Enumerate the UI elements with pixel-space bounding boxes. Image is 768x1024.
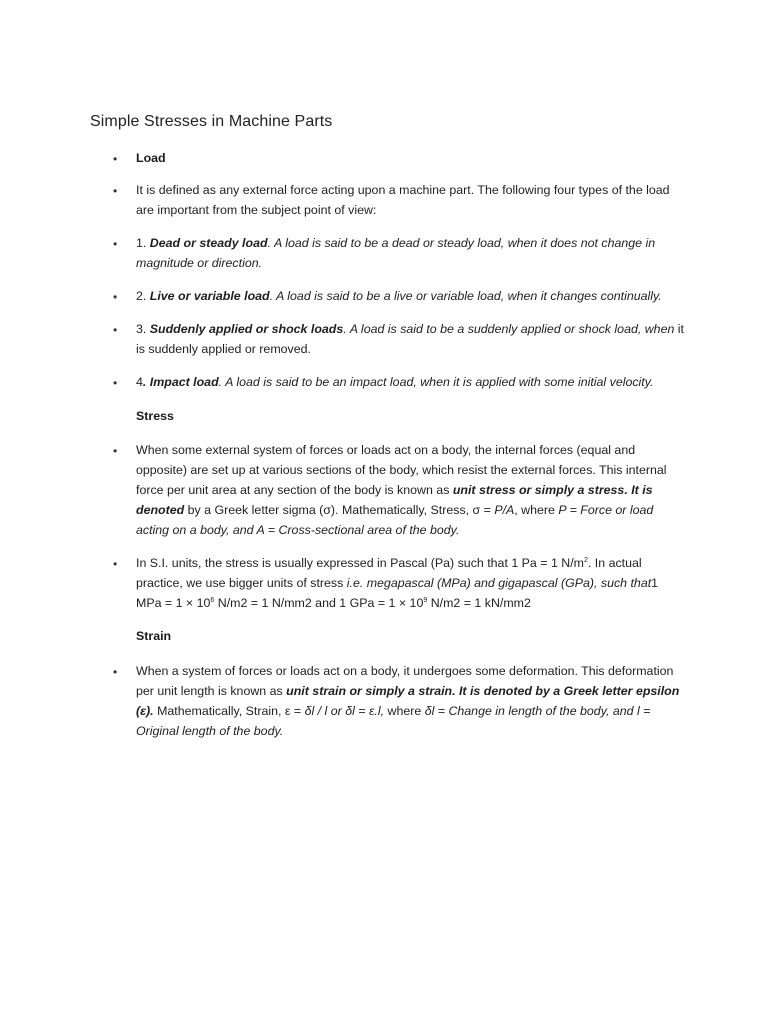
text-run: where bbox=[384, 704, 425, 718]
text-run: N/m2 = 1 kN/mm2 bbox=[427, 596, 531, 610]
text-run: unit strain or simply a strain. It is denoted by a Greek letter epsilon (ε). bbox=[136, 684, 680, 718]
stress-paragraph-2 bbox=[136, 553, 684, 613]
superscript: 2 bbox=[584, 556, 588, 564]
load-type-num: 1. bbox=[136, 236, 150, 250]
section-heading-strain: Strain bbox=[136, 629, 172, 643]
text-run: When a system of forces or loads act on a body, it undergoes some deformation. This deformation per unit length is known as bbox=[136, 664, 674, 698]
stress-paragraph-1 bbox=[136, 440, 684, 540]
text-run: 1 MPa = 1 × 10 bbox=[136, 576, 659, 610]
load-type-num: 4 bbox=[136, 375, 143, 389]
load-type-2 bbox=[136, 286, 684, 306]
load-type-num: 3. bbox=[136, 322, 150, 336]
text-run: In S.I. units, the stress is usually expressed in Pascal (Pa) such that 1 Pa = 1 N/m bbox=[136, 556, 584, 570]
text-run: N/m2 = 1 N/mm2 and 1 GPa = 1 × 10 bbox=[214, 596, 424, 610]
text-run: , where bbox=[514, 503, 559, 517]
bullet: • bbox=[113, 152, 118, 166]
load-type-name: Dead or steady load bbox=[149, 236, 268, 250]
bullet: • bbox=[113, 237, 118, 251]
load-type-desc: . A load is said to be a live or variable load, when it changes continually. bbox=[269, 289, 662, 303]
load-type-4 bbox=[136, 372, 684, 392]
load-type-desc-plain: it is suddenly applied or removed. bbox=[136, 322, 684, 356]
bullet: • bbox=[113, 184, 118, 198]
load-type-3 bbox=[136, 319, 684, 359]
text-run: i.e. megapascal (MPa) and gigapascal (GPa), such that bbox=[346, 576, 652, 590]
text-run: . In actual practice, we use bigger units of stress bbox=[136, 556, 642, 590]
load-type-num: 2. bbox=[136, 289, 150, 303]
load-type-desc: . A load is said to be an impact load, when it is applied with some initial velocity. bbox=[218, 375, 654, 389]
text-run: P = Force or load acting on a body, and A = Cross-sectional area of the body. bbox=[136, 503, 654, 537]
text-run: P/A bbox=[494, 503, 515, 517]
bullet: • bbox=[113, 665, 118, 679]
bullet: • bbox=[113, 323, 118, 337]
section-heading-stress: Stress bbox=[136, 409, 174, 423]
bullet: • bbox=[113, 290, 118, 304]
bullet: • bbox=[113, 557, 118, 571]
text-run: unit stress or simply a stress. It is denoted bbox=[136, 483, 653, 517]
superscript: 6 bbox=[210, 596, 215, 604]
bullet: • bbox=[113, 376, 118, 390]
load-type-name: . Impact load bbox=[142, 375, 219, 389]
load-type-1 bbox=[136, 233, 684, 273]
text-run: by a Greek letter sigma (σ). Mathematically, Stress, σ = bbox=[184, 503, 495, 517]
page-title: Simple Stresses in Machine Parts bbox=[90, 113, 333, 130]
superscript: 9 bbox=[423, 596, 428, 604]
text-run: δl = Change in length of the body, and l = Original length of the body. bbox=[136, 704, 651, 738]
text-run: δl / l or δl = ε.l, bbox=[304, 704, 385, 718]
load-type-desc: . A load is said to be a suddenly applied or shock load, when bbox=[343, 322, 675, 336]
section-heading-load: Load bbox=[136, 151, 166, 165]
text-run: When some external system of forces or loads act on a body, the internal forces (equal and opposite) are set up at various sections of the body, which resist the external forces. This internal force per unit area at any section of the body is known as bbox=[136, 443, 667, 497]
load-type-desc: . A load is said to be a dead or steady load, when it does not change in magnitude or direction. bbox=[136, 236, 656, 270]
load-type-name: Suddenly applied or shock loads bbox=[149, 322, 344, 336]
load-definition: It is defined as any external force acting upon a machine part. The following four types of the load are important from the subject point of view: bbox=[136, 183, 670, 217]
strain-paragraph bbox=[136, 661, 684, 741]
bullet: • bbox=[113, 444, 118, 458]
text-run: Mathematically, Strain, ε = bbox=[153, 704, 305, 718]
load-type-name: Live or variable load bbox=[149, 289, 270, 303]
